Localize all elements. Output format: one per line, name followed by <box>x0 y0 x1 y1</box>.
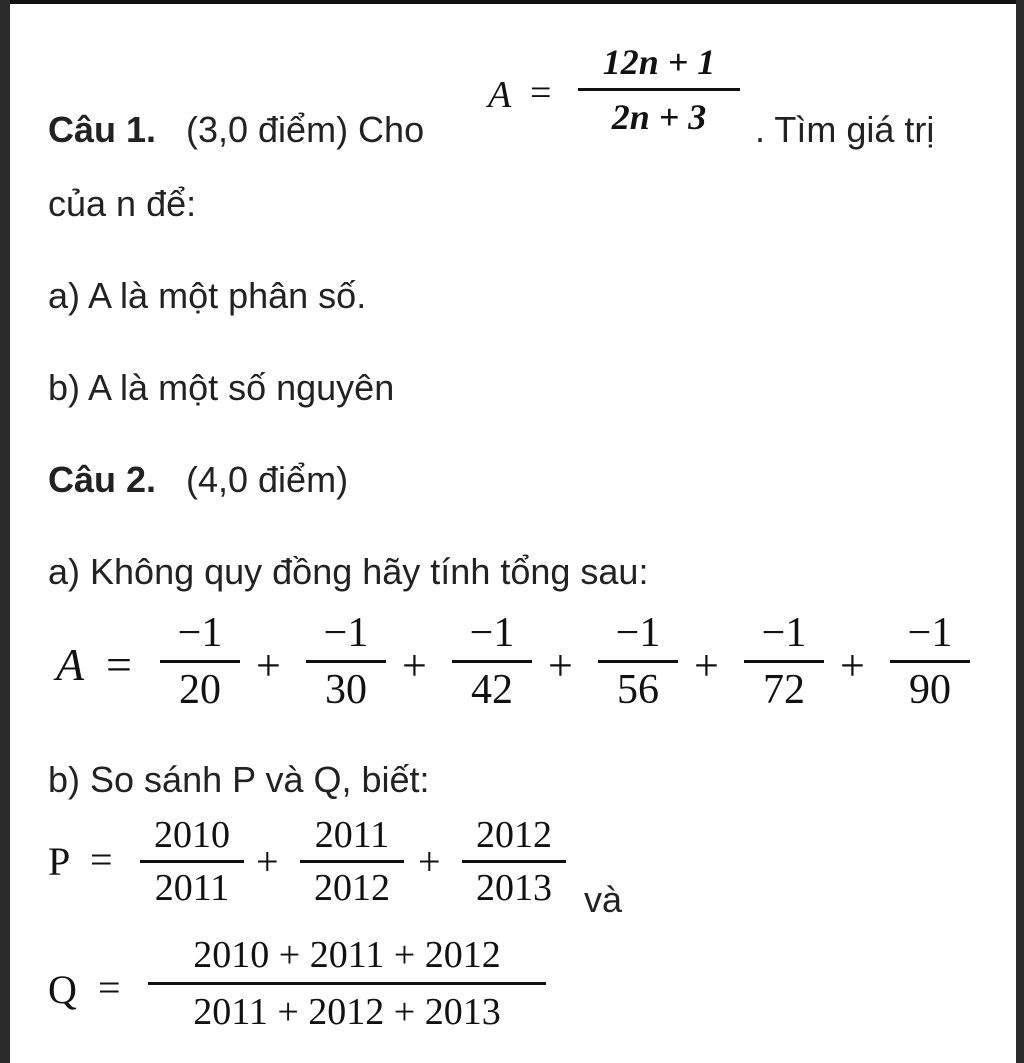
q1-part-a: a) A là một phân số. <box>48 275 367 316</box>
p-lhs: P <box>48 839 71 884</box>
q1-fraction <box>578 44 740 135</box>
sum-term <box>452 612 532 711</box>
sum-lhs: A <box>56 639 85 690</box>
q-eq: = <box>98 965 121 1010</box>
sum-term-denominator: 56 <box>617 667 659 713</box>
sum-term <box>160 612 240 711</box>
q1-numerator: 12n + 1 <box>602 42 716 82</box>
p-term-numerator: 2010 <box>154 814 230 856</box>
plus-sign: + <box>402 641 427 690</box>
document-page <box>10 0 1016 1063</box>
sum-term <box>306 612 386 711</box>
q-lhs: Q <box>48 967 77 1012</box>
q2-points: (4,0 điểm) <box>186 459 349 500</box>
sum-term <box>598 612 678 711</box>
plus-sign: + <box>418 839 441 884</box>
sum-eq: = <box>106 639 132 690</box>
q2-part-a: a) Không quy đồng hãy tính tổng sau: <box>48 551 649 592</box>
plus-sign: + <box>256 641 281 690</box>
q1-lhs: A <box>488 74 512 116</box>
sum-term-denominator: 72 <box>763 667 805 713</box>
sum-term-numerator: −1 <box>469 610 515 656</box>
sum-term-denominator: 20 <box>179 667 221 713</box>
sum-term-denominator: 42 <box>471 667 513 713</box>
q1-part-b: b) A là một số nguyên <box>48 367 395 408</box>
q1-title: Câu 1. <box>48 109 157 150</box>
sum-term-numerator: −1 <box>323 610 369 656</box>
q1-denominator: 2n + 3 <box>611 97 707 137</box>
p-term <box>462 816 566 907</box>
q-fraction <box>148 936 546 1031</box>
sum-term-numerator: −1 <box>615 610 661 656</box>
p-term-denominator: 2013 <box>476 867 552 909</box>
sum-term-denominator: 90 <box>909 667 951 713</box>
q-numerator: 2010 + 2011 + 2012 <box>193 934 501 976</box>
p-term <box>300 816 404 907</box>
p-term <box>140 816 244 907</box>
plus-sign: + <box>840 641 865 690</box>
q-denominator: 2011 + 2012 + 2013 <box>193 991 501 1033</box>
q1-points: (3,0 điểm) Cho <box>186 109 425 150</box>
plus-sign: + <box>548 641 573 690</box>
sum-term-numerator: −1 <box>907 610 953 656</box>
plus-sign: + <box>256 839 279 884</box>
q1-eq: = <box>530 72 552 114</box>
p-term-numerator: 2012 <box>476 814 552 856</box>
plus-sign: + <box>694 641 719 690</box>
p-suffix: và <box>584 879 623 920</box>
sum-term <box>744 612 824 711</box>
q1-after: . Tìm giá trị <box>755 109 935 150</box>
q2-part-b: b) So sánh P và Q, biết: <box>48 759 430 800</box>
sum-term <box>890 612 970 711</box>
p-term-numerator: 2011 <box>314 814 390 856</box>
p-term-denominator: 2012 <box>314 867 390 909</box>
sum-term-denominator: 30 <box>325 667 367 713</box>
q1-line2: của n để: <box>48 183 197 224</box>
p-eq: = <box>90 837 113 882</box>
sum-term-numerator: −1 <box>177 610 223 656</box>
sum-term-numerator: −1 <box>761 610 807 656</box>
q2-title: Câu 2. <box>48 459 157 500</box>
p-term-denominator: 2011 <box>154 867 230 909</box>
